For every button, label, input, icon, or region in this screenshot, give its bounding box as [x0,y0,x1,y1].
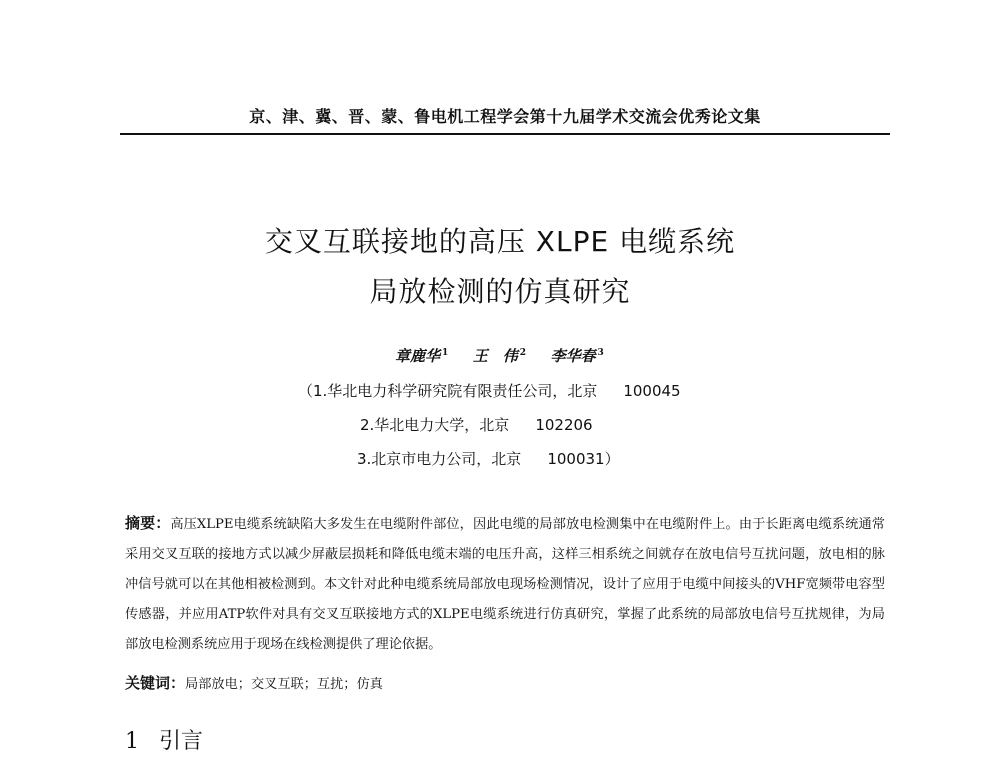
author-name: 王 伟 [472,347,518,365]
keywords [125,672,383,693]
affiliation-1 [298,380,681,401]
affiliation-text: （1.华北电力科学研究院有限责任公司，北京 [298,382,598,400]
author-name: 章鹿华 [395,347,441,365]
abstract-text: 高压XLPE电缆系统缺陷大多发生在电缆附件部位，因此电缆的局部放电检测集中在电缆附件上。由于长距离电缆系统通常采用交叉互联的接地方式以减少屏蔽层损耗和降低电缆末端的电压升高，这样三相系统之间就存在放电信号互扰问题，放电相的脉冲信号就可以在其他相被检测到。本文针对此种电缆系统局部放电现场检测情况，设计了应用于电缆中间接头的VHF宽频带电容型传感器，并应用ATP软件对具有交叉互联接地方式的XLPE电缆系统进行仿真研究，掌握了此系统的局部放电信号互扰规律，为局部放电检测系统应用于现场在线检测提供了理论依据。 [125,517,885,652]
author-name: 李华春 [550,347,596,365]
postal-code: 100031） [547,450,620,468]
affiliation-2 [360,414,593,435]
title-line-1: 交叉互联接地的高压 XLPE 电缆系统 [264,225,736,258]
header-rule [120,133,890,135]
affiliation-3 [357,448,620,469]
abstract [125,508,885,660]
title-line-2: 局放检测的仿真研究 [369,275,631,308]
affiliation-text: 2.华北电力大学，北京 [360,416,510,434]
author-list [395,345,604,366]
author-affil-mark: 2 [519,348,527,358]
section-heading [125,724,203,755]
section-number: 1 [125,729,139,754]
author-affil-mark: 3 [597,348,604,358]
abstract-label: 摘要： [125,514,171,532]
author-affil-mark: 1 [442,348,449,358]
affiliation-text: 3.北京市电力公司，北京 [357,450,522,468]
postal-code: 102206 [535,416,593,434]
running-header: 京、津、冀、晋、蒙、鲁电机工程学会第十九届学术交流会优秀论文集 [249,107,761,126]
keywords-text: 局部放电；交叉互联；互扰；仿真 [185,677,383,692]
postal-code: 100045 [623,382,681,400]
section-title: 引言 [159,729,204,754]
keywords-label: 关键词： [125,674,186,692]
